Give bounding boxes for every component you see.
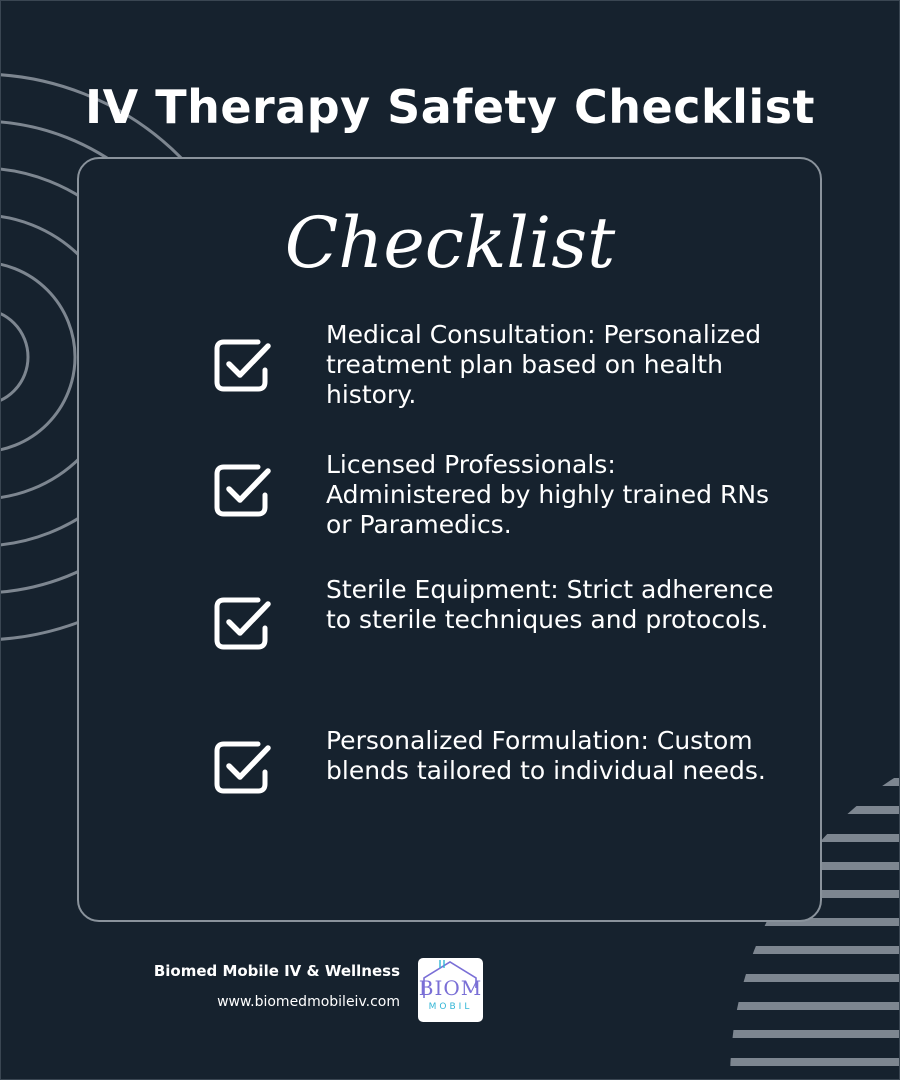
checkbox-checked-icon	[212, 736, 274, 798]
checklist-item	[0, 573, 900, 693]
checklist-item	[0, 724, 900, 844]
checklist-item-text: Sterile Equipment: Strict adherence to sterile techniques and protocols.	[326, 575, 774, 634]
checklist-item-text: Personalized Formulation: Custom blends tailored to individual needs.	[326, 726, 766, 785]
checklist-item-text: Licensed Professionals: Administered by highly trained RNs or Paramedics.	[326, 450, 770, 539]
checklist-item-text: Medical Consultation: Personalized treatment plan based on health history.	[326, 320, 762, 409]
page-title: IV Therapy Safety Checklist	[84, 80, 816, 134]
checklist-heading: Checklist	[284, 202, 616, 284]
logo-subtext: MOBIL	[428, 1002, 473, 1012]
checklist-item	[0, 318, 900, 438]
logo-text: BIOM	[418, 976, 483, 1000]
checkbox-checked-icon	[212, 334, 274, 396]
biomed-logo	[418, 958, 483, 1022]
brand-name: Biomed Mobile IV & Wellness	[153, 962, 400, 980]
website-link[interactable]: www.biomedmobileiv.com	[217, 994, 400, 1010]
checklist-item	[0, 448, 900, 568]
checkbox-checked-icon	[212, 592, 274, 654]
checkbox-checked-icon	[212, 459, 274, 521]
